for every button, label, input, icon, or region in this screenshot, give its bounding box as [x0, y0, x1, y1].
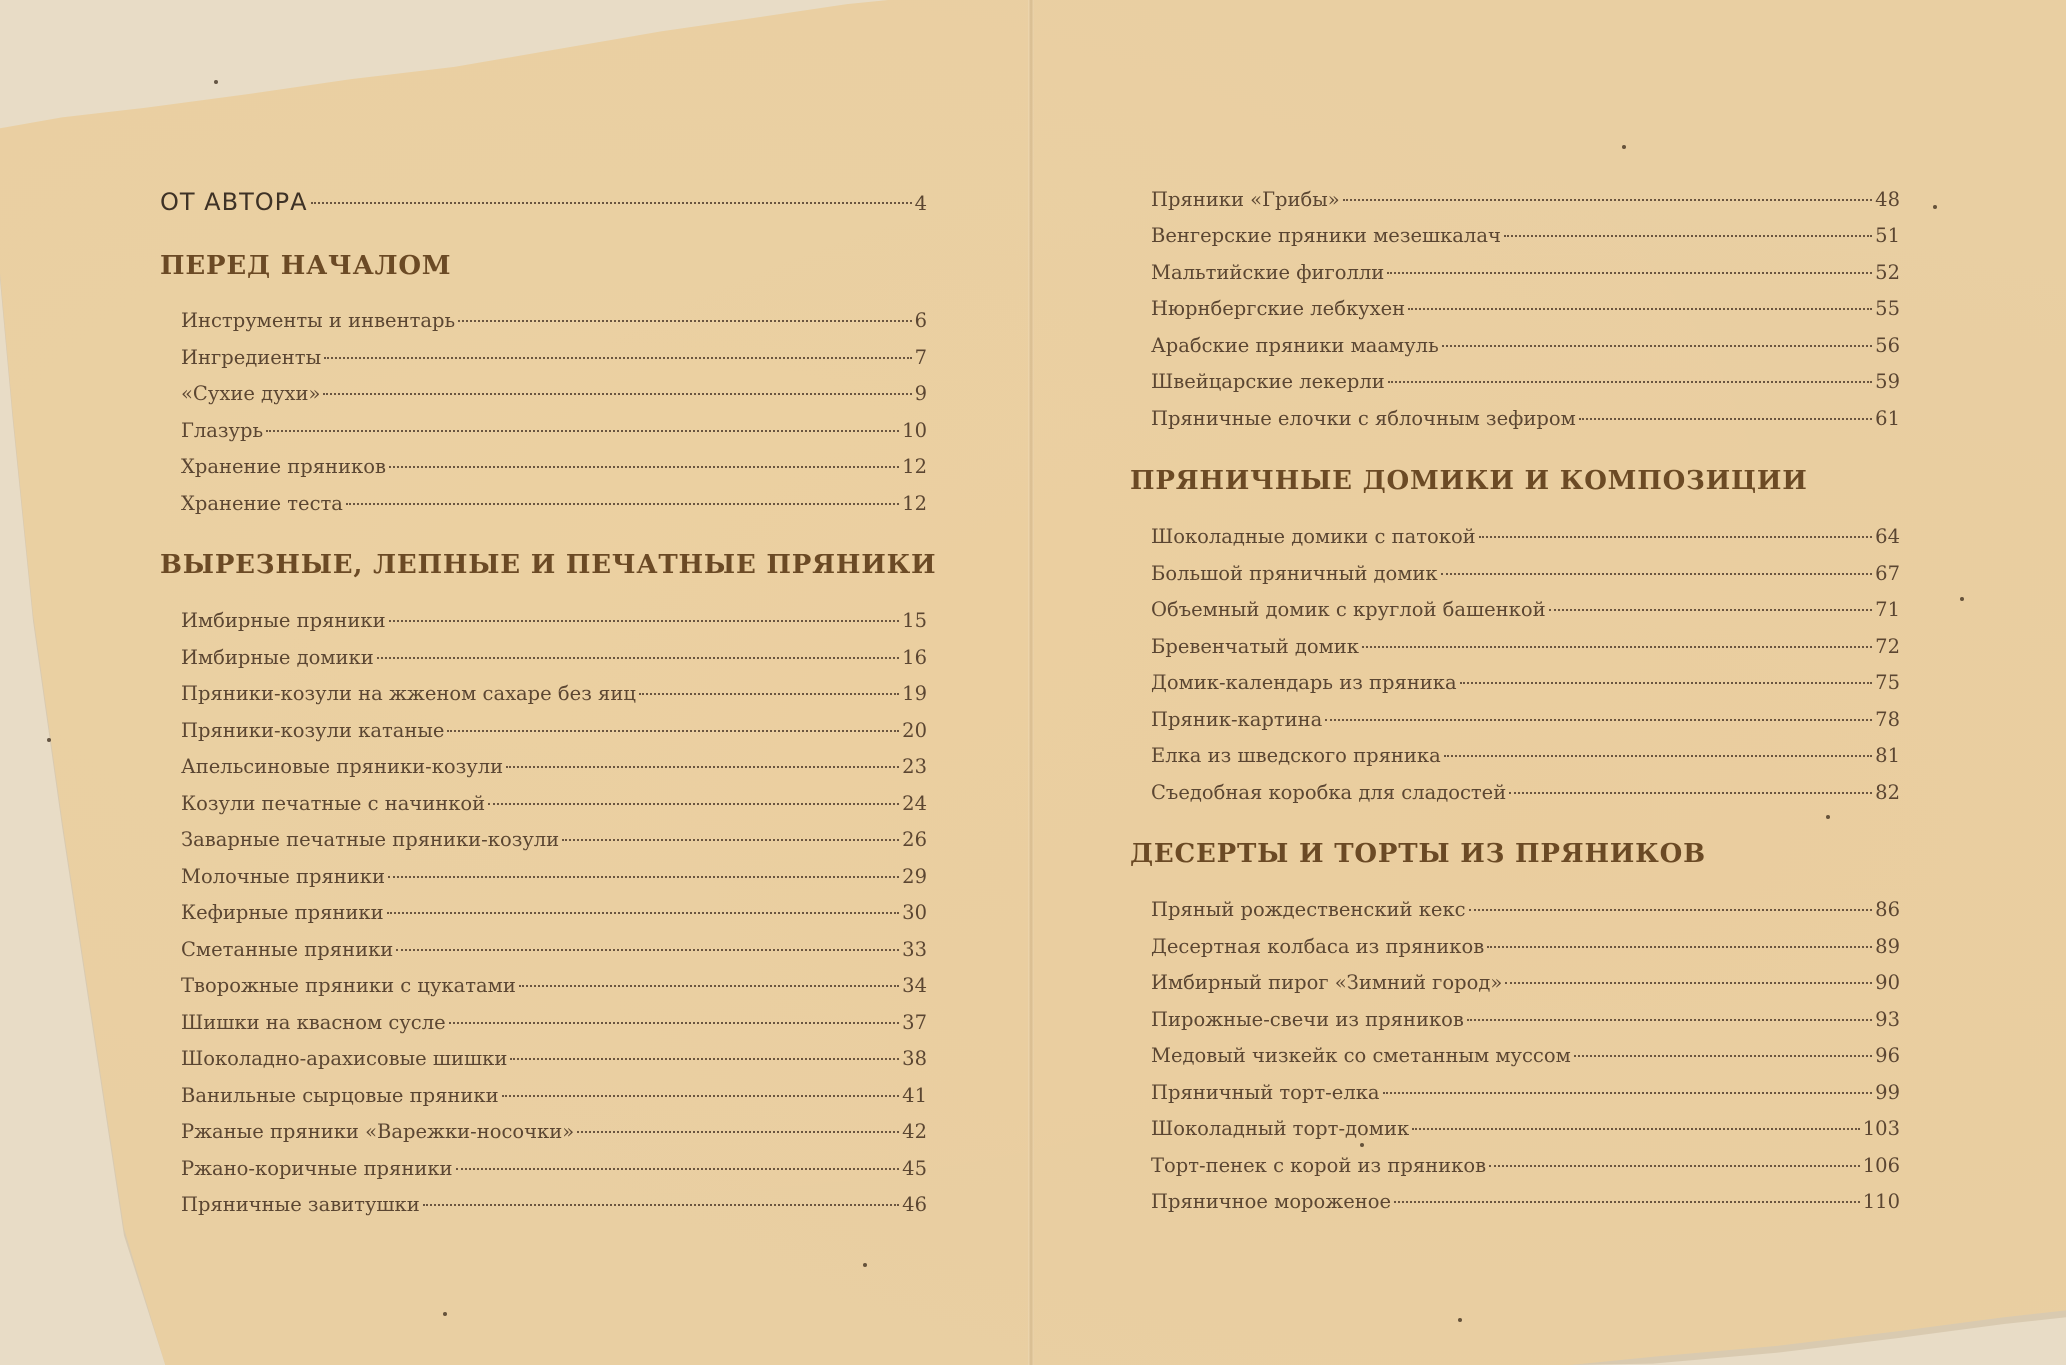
toc-entry[interactable]: [181, 645, 927, 671]
toc-entry[interactable]: [181, 754, 927, 780]
toc-page-number: 59: [1875, 370, 1900, 393]
toc-page-number: 20: [902, 719, 927, 742]
toc-entry-title: Пряный рождественский кекс: [1151, 898, 1466, 921]
toc-page-number: 24: [902, 792, 927, 815]
toc-page-number: 42: [902, 1120, 927, 1143]
dot-leader: [1460, 682, 1873, 684]
toc-entry[interactable]: [181, 791, 927, 817]
toc-page-number: 82: [1875, 781, 1900, 804]
dot-leader: [639, 693, 899, 695]
toc-entry-title: Пряники-козули катаные: [181, 719, 445, 742]
dot-leader: [323, 393, 911, 395]
toc-entry[interactable]: [181, 1156, 927, 1182]
dot-leader: [456, 1168, 900, 1170]
toc-entry[interactable]: [181, 864, 927, 890]
toc-entry[interactable]: [181, 1010, 927, 1036]
toc-entry-title: Сметанные пряники: [181, 938, 394, 961]
toc-entry-title: Молочные пряники: [181, 865, 385, 888]
toc-entry[interactable]: [181, 718, 927, 744]
toc-entry-title: Мальтийские фиголли: [1151, 261, 1385, 284]
toc-entry[interactable]: [1151, 1153, 1900, 1179]
toc-entry[interactable]: [181, 308, 927, 334]
dot-leader: [519, 985, 899, 987]
toc-page-number: 75: [1875, 671, 1900, 694]
paper-speck: [1360, 1143, 1364, 1147]
toc-page-number: 23: [902, 755, 927, 778]
toc-page-number: 52: [1875, 261, 1900, 284]
paper-speck: [1458, 1318, 1462, 1322]
toc-page-number: 99: [1875, 1081, 1900, 1104]
toc-entry[interactable]: [181, 681, 927, 707]
toc-entry-title: Ванильные сырцовые пряники: [181, 1084, 499, 1107]
toc-entry-title: Пряничные завитушки: [181, 1193, 420, 1216]
dot-leader: [423, 1204, 899, 1206]
toc-entry-title: Медовый чизкейк со сметанным муссом: [1151, 1044, 1571, 1067]
paper-speck: [1933, 205, 1937, 209]
toc-entry-title: Имбирный пирог «Зимний город»: [1151, 971, 1503, 994]
toc-entry[interactable]: [1151, 1043, 1900, 1069]
toc-entry-title: Ржаные пряники «Варежки-носочки»: [181, 1120, 575, 1143]
toc-page-number: 110: [1862, 1190, 1900, 1213]
toc-page-number: 30: [902, 901, 927, 924]
dot-leader: [387, 912, 900, 914]
dot-leader: [1467, 1019, 1872, 1021]
toc-page-number: 7: [914, 346, 927, 369]
toc-entry-title: Съедобная коробка для сладостей: [1151, 781, 1507, 804]
paper-speck: [47, 738, 51, 742]
toc-entry-title: Бревенчатый домик: [1151, 635, 1359, 658]
dot-leader: [1509, 792, 1872, 794]
toc-entry[interactable]: [1151, 296, 1900, 322]
toc-entry-title: Домик-календарь из пряника: [1151, 671, 1457, 694]
toc-entry[interactable]: [181, 900, 927, 926]
toc-page-number: 56: [1875, 334, 1900, 357]
toc-page-number: 16: [902, 646, 927, 669]
toc-page-number: 26: [902, 828, 927, 851]
toc-page-number: 34: [902, 974, 927, 997]
toc-page-number: 45: [902, 1157, 927, 1180]
toc-entry[interactable]: [1151, 934, 1900, 960]
toc-page-number: 6: [914, 309, 927, 332]
toc-entry-title: Шоколадно-арахисовые шишки: [181, 1047, 508, 1070]
toc-entry[interactable]: [181, 345, 927, 371]
toc-page-number: 89: [1875, 935, 1900, 958]
toc-entry[interactable]: [1151, 970, 1900, 996]
toc-entry-title: Шишки на квасном сусле: [181, 1011, 446, 1034]
dot-leader: [346, 503, 899, 505]
dot-leader: [324, 357, 911, 359]
toc-entry-title: Пирожные-свечи из пряников: [1151, 1008, 1464, 1031]
dot-leader: [1325, 719, 1872, 721]
toc-entry[interactable]: [181, 973, 927, 999]
toc-entry[interactable]: [1151, 561, 1900, 587]
toc-page-number: 51: [1875, 224, 1900, 247]
toc-entry[interactable]: [1151, 1116, 1900, 1142]
paper-speck: [1960, 597, 1964, 601]
dot-leader: [562, 839, 899, 841]
toc-entry-title: Имбирные пряники: [181, 609, 386, 632]
toc-entry-title: Заварные печатные пряники-козули: [181, 828, 560, 851]
toc-entry[interactable]: [181, 608, 927, 634]
toc-entry-title: Пряники-козули на жженом сахаре без яиц: [181, 682, 636, 705]
section-heading: ДЕСЕРТЫ И ТОРТЫ ИЗ ПРЯНИКОВ: [1130, 839, 1706, 869]
toc-entry-title: Ржано-коричные пряники: [181, 1157, 453, 1180]
toc-page-number: 86: [1875, 898, 1900, 921]
dot-leader: [449, 1022, 900, 1024]
dot-leader: [458, 320, 911, 322]
toc-entry[interactable]: [1151, 260, 1900, 286]
toc-entry-title: Апельсиновые пряники-козули: [181, 755, 504, 778]
book-gutter: [1028, 0, 1034, 1365]
toc-entry-title: Пряники «Грибы»: [1151, 188, 1340, 211]
toc-entry[interactable]: [1151, 333, 1900, 359]
dot-leader: [377, 657, 899, 659]
paper-speck: [443, 1312, 447, 1316]
dot-leader: [1487, 946, 1872, 948]
toc-entry[interactable]: [1151, 743, 1900, 769]
toc-entry[interactable]: [181, 1192, 927, 1218]
toc-entry-title: Имбирные домики: [181, 646, 374, 669]
dot-leader: [488, 803, 899, 805]
dot-leader: [1394, 1201, 1860, 1203]
toc-page-number: 93: [1875, 1008, 1900, 1031]
toc-entry[interactable]: [181, 1083, 927, 1109]
toc-entry-title: Объемный домик с круглой башенкой: [1151, 598, 1546, 621]
dot-leader: [1469, 909, 1873, 911]
toc-page-number: 19: [902, 682, 927, 705]
toc-entry[interactable]: [1151, 187, 1900, 213]
toc-entry[interactable]: [1151, 1080, 1900, 1106]
toc-page-number: 90: [1875, 971, 1900, 994]
dot-leader: [1505, 982, 1872, 984]
toc-entry[interactable]: [1151, 1189, 1900, 1215]
toc-page-number: 12: [902, 455, 927, 478]
toc-entry[interactable]: [181, 381, 927, 407]
toc-entry-title: Венгерские пряники мезешкалач: [1151, 224, 1501, 247]
toc-entry[interactable]: [181, 1119, 927, 1145]
dot-leader: [1442, 345, 1872, 347]
toc-page-number: 41: [902, 1084, 927, 1107]
dot-leader: [447, 730, 899, 732]
toc-entry[interactable]: [181, 418, 927, 444]
toc-page-number: 96: [1875, 1044, 1900, 1067]
toc-entry-title: Пряник-картина: [1151, 708, 1323, 731]
toc-author-row[interactable]: [160, 187, 927, 219]
toc-page-number: 78: [1875, 708, 1900, 731]
toc-page-number: 64: [1875, 525, 1900, 548]
paper-speck: [1622, 145, 1626, 149]
toc-entry[interactable]: [1151, 369, 1900, 395]
toc-entry[interactable]: [181, 827, 927, 853]
toc-entry-title: Кефирные пряники: [181, 901, 384, 924]
toc-page-number: 103: [1862, 1117, 1900, 1140]
dot-leader: [1579, 418, 1872, 420]
toc-entry-title: Инструменты и инвентарь: [181, 309, 456, 332]
dot-leader: [1362, 646, 1872, 648]
toc-entry-title: Швейцарские лекерли: [1151, 370, 1385, 393]
dot-leader: [1479, 536, 1872, 538]
dot-leader: [510, 1058, 899, 1060]
toc-page-number: 37: [902, 1011, 927, 1034]
dot-leader: [1441, 573, 1873, 575]
dot-leader: [311, 202, 912, 204]
toc-entry-title: Пряничное мороженое: [1151, 1190, 1392, 1213]
toc-entry-title: Пряничные елочки с яблочным зефиром: [1151, 407, 1576, 430]
toc-entry[interactable]: [181, 491, 927, 517]
toc-page-number: 33: [902, 938, 927, 961]
toc-page-number: 55: [1875, 297, 1900, 320]
toc-page-number: 72: [1875, 635, 1900, 658]
toc-entry[interactable]: [1151, 524, 1900, 550]
dot-leader: [1412, 1128, 1860, 1130]
toc-entry[interactable]: [1151, 406, 1900, 432]
toc-entry-title: Хранение пряников: [181, 455, 386, 478]
dot-leader: [396, 949, 899, 951]
toc-author-title: ОТ АВТОРА: [160, 188, 308, 216]
dot-leader: [1504, 235, 1872, 237]
toc-entry-title: Елка из шведского пряника: [1151, 744, 1441, 767]
toc-entry[interactable]: [1151, 897, 1900, 923]
toc-entry[interactable]: [1151, 597, 1900, 623]
toc-entry[interactable]: [1151, 780, 1900, 806]
toc-entry-title: Творожные пряники с цукатами: [181, 974, 516, 997]
dot-leader: [1343, 199, 1872, 201]
toc-page-number: 61: [1875, 407, 1900, 430]
toc-entry[interactable]: [1151, 1007, 1900, 1033]
dot-leader: [502, 1095, 900, 1097]
dot-leader: [1387, 272, 1872, 274]
toc-page-number: 15: [902, 609, 927, 632]
dot-leader: [389, 620, 900, 622]
toc-entry[interactable]: [181, 937, 927, 963]
toc-page-number: 71: [1875, 598, 1900, 621]
dot-leader: [388, 876, 899, 878]
paper-speck: [1826, 815, 1830, 819]
toc-entry-title: Шоколадный торт-домик: [1151, 1117, 1410, 1140]
toc-entry[interactable]: [1151, 223, 1900, 249]
dot-leader: [266, 430, 899, 432]
toc-entry-title: Козули печатные с начинкой: [181, 792, 486, 815]
dot-leader: [1408, 308, 1872, 310]
dot-leader: [506, 766, 899, 768]
toc-entry-title: Арабские пряники маамуль: [1151, 334, 1439, 357]
section-heading: ВЫРЕЗНЫЕ, ЛЕПНЫЕ И ПЕЧАТНЫЕ ПРЯНИКИ: [160, 550, 937, 580]
toc-page-number: 9: [914, 382, 927, 405]
paper-speck: [863, 1263, 867, 1267]
toc-entry-title: Нюрнбергские лебкухен: [1151, 297, 1406, 320]
toc-entry-title: Торт-пенек с корой из пряников: [1151, 1154, 1487, 1177]
section-heading: ПЕРЕД НАЧАЛОМ: [160, 251, 452, 281]
dot-leader: [577, 1131, 899, 1133]
toc-page-number: 106: [1862, 1154, 1900, 1177]
dot-leader: [1388, 381, 1872, 383]
toc-page-number: 81: [1875, 744, 1900, 767]
toc-page-number: 12: [902, 492, 927, 515]
toc-entry-title: Ингредиенты: [181, 346, 322, 369]
toc-entry[interactable]: [181, 454, 927, 480]
toc-entry[interactable]: [1151, 707, 1900, 733]
paper-speck: [214, 80, 218, 84]
toc-page-number: 46: [902, 1193, 927, 1216]
toc-entry-title: Большой пряничный домик: [1151, 562, 1438, 585]
toc-entry-title: Хранение теста: [181, 492, 343, 515]
dot-leader: [1489, 1165, 1860, 1167]
toc-entry[interactable]: [1151, 670, 1900, 696]
toc-page-number: 29: [902, 865, 927, 888]
toc-entry[interactable]: [1151, 634, 1900, 660]
dot-leader: [1549, 609, 1873, 611]
toc-entry-title: Шоколадные домики с патокой: [1151, 525, 1476, 548]
toc-page-number: 38: [902, 1047, 927, 1070]
toc-entry-title: «Сухие духи»: [181, 382, 321, 405]
dot-leader: [1574, 1055, 1872, 1057]
toc-page-number: 10: [902, 419, 927, 442]
toc-page-number: 48: [1875, 188, 1900, 211]
toc-entry[interactable]: [181, 1046, 927, 1072]
toc-page-number: 67: [1875, 562, 1900, 585]
dot-leader: [1383, 1092, 1873, 1094]
section-heading: ПРЯНИЧНЫЕ ДОМИКИ И КОМПОЗИЦИИ: [1130, 466, 1808, 496]
dot-leader: [1444, 755, 1872, 757]
toc-entry-title: Пряничный торт-елка: [1151, 1081, 1380, 1104]
toc-entry-title: Десертная колбаса из пряников: [1151, 935, 1485, 958]
toc-entry-title: Глазурь: [181, 419, 264, 442]
dot-leader: [389, 466, 899, 468]
toc-page-number: 4: [914, 192, 927, 215]
